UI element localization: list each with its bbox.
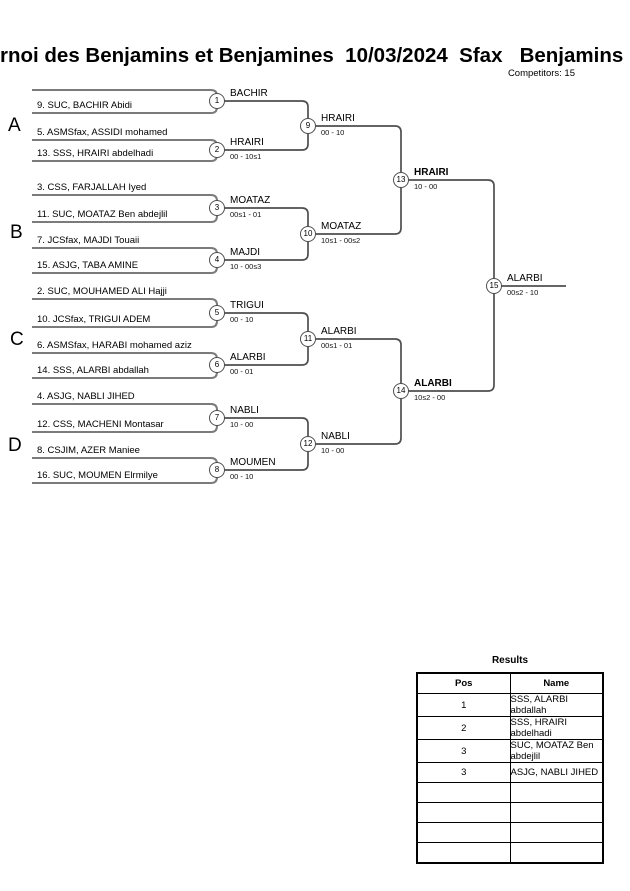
results-cell-name	[510, 803, 603, 823]
results-row	[417, 783, 603, 803]
player-entry: 12. CSS, MACHENI Montasar	[37, 419, 164, 430]
match-number: 4	[209, 252, 225, 268]
player-entry: 13. SSS, HRAIRI abdelhadi	[37, 148, 154, 159]
player-entry: 14. SSS, ALARBI abdallah	[37, 365, 149, 376]
results-cell-pos	[417, 803, 510, 823]
group-label-b: B	[10, 222, 23, 243]
match-winner: NABLI	[230, 405, 259, 416]
results-cell-pos: 3	[417, 740, 510, 763]
results-cell-name: ASJG, NABLI JIHED	[510, 763, 603, 783]
match-score: 00 - 10	[230, 315, 254, 324]
group-label-d: D	[8, 435, 22, 456]
results-header-pos: Pos	[417, 673, 510, 694]
match-winner: HRAIRI	[414, 167, 449, 178]
page-title: rnoi des Benjamins et Benjamines 10/03/2024 Sfax Benjamins	[0, 44, 624, 67]
results-cell-name	[510, 783, 603, 803]
match-score: 00 - 10	[321, 128, 345, 137]
match-number: 6	[209, 357, 225, 373]
player-entry: 8. CSJIM, AZER Maniee	[37, 445, 140, 456]
results-cell-name	[510, 823, 603, 843]
match-winner: ALARBI	[230, 352, 266, 363]
match-number: 1	[209, 93, 225, 109]
match-winner: ALARBI	[507, 273, 543, 284]
match-number: 5	[209, 305, 225, 321]
results-row	[417, 717, 603, 740]
match-winner: MOATAZ	[230, 195, 271, 206]
match-score: 00s2 - 10	[507, 288, 539, 297]
match-number: 7	[209, 410, 225, 426]
player-entry: 7. JCSfax, MAJDI Touaii	[37, 235, 140, 246]
match-score: 00s1 - 01	[230, 210, 262, 219]
results-cell-pos: 2	[417, 717, 510, 740]
results-cell-pos: 3	[417, 763, 510, 783]
group-label-c: C	[10, 329, 24, 350]
match-winner: MAJDI	[230, 247, 260, 258]
match-number: 12	[300, 436, 316, 452]
match-score: 10s1 - 00s2	[321, 236, 361, 245]
results-cell-name	[510, 843, 603, 864]
match-number: 10	[300, 226, 316, 242]
player-entry: 3. CSS, FARJALLAH Iyed	[37, 182, 147, 193]
results-row	[417, 803, 603, 823]
player-entry: 6. ASMSfax, HARABI mohamed aziz	[37, 340, 192, 351]
player-entry: 5. ASMSfax, ASSIDI mohamed	[37, 127, 168, 138]
player-entry: 4. ASJG, NABLI JIHED	[37, 391, 135, 402]
match-number: 8	[209, 462, 225, 478]
player-entry: 10. JCSfax, TRIGUI ADEM	[37, 314, 151, 325]
match-winner: ALARBI	[414, 378, 452, 389]
match-score: 10 - 00s3	[230, 262, 262, 271]
results-cell-pos	[417, 783, 510, 803]
match-winner: MOATAZ	[321, 221, 362, 232]
match-number: 9	[300, 118, 316, 134]
results-cell-pos	[417, 843, 510, 864]
results-cell-pos	[417, 823, 510, 843]
match-number: 14	[393, 383, 409, 399]
player-entry: 9. SUC, BACHIR Abidi	[37, 100, 133, 111]
match-winner: HRAIRI	[321, 113, 355, 124]
match-score: 00 - 01	[230, 367, 254, 376]
results-row	[417, 823, 603, 843]
match-score: 10s2 - 00	[414, 393, 446, 402]
results-row	[417, 843, 603, 864]
group-label-a: A	[8, 115, 21, 136]
results-cell-name: SSS, ALARBI abdallah	[510, 694, 603, 717]
match-number: 13	[393, 172, 409, 188]
match-number: 11	[300, 331, 316, 347]
results-cell-name: SSS, HRAIRI abdelhadi	[510, 717, 603, 740]
player-entry: 2. SUC, MOUHAMED ALI Hajji	[37, 286, 167, 297]
match-winner: NABLI	[321, 431, 350, 442]
results-header-name: Name	[510, 673, 603, 694]
results-row	[417, 694, 603, 717]
results-table	[416, 672, 604, 864]
match-winner: ALARBI	[321, 326, 357, 337]
results-row	[417, 763, 603, 783]
match-winner: BACHIR	[230, 88, 268, 99]
match-score: 00 - 10s1	[230, 152, 262, 161]
player-entry: 16. SUC, MOUMEN Elrmilye	[37, 470, 158, 481]
match-score: 00s1 - 01	[321, 341, 353, 350]
match-number: 15	[486, 278, 502, 294]
results-cell-name: SUC, MOATAZ Ben abdejlil	[510, 740, 603, 763]
results-row	[417, 740, 603, 763]
match-winner: MOUMEN	[230, 457, 276, 468]
match-winner: HRAIRI	[230, 137, 264, 148]
match-score: 10 - 00	[230, 420, 254, 429]
match-score: 10 - 00	[321, 446, 345, 455]
competitors-count: Competitors: 15	[507, 68, 575, 79]
match-score: 00 - 10	[230, 472, 254, 481]
match-score: 10 - 00	[414, 182, 438, 191]
match-winner: TRIGUI	[230, 300, 264, 311]
match-number: 2	[209, 142, 225, 158]
results-header-row	[417, 673, 603, 694]
player-entry: 11. SUC, MOATAZ Ben abdejlil	[37, 209, 168, 220]
match-number: 3	[209, 200, 225, 216]
player-entry: 15. ASJG, TABA AMINE	[37, 260, 139, 271]
results-title: Results	[491, 655, 529, 666]
results-cell-pos: 1	[417, 694, 510, 717]
